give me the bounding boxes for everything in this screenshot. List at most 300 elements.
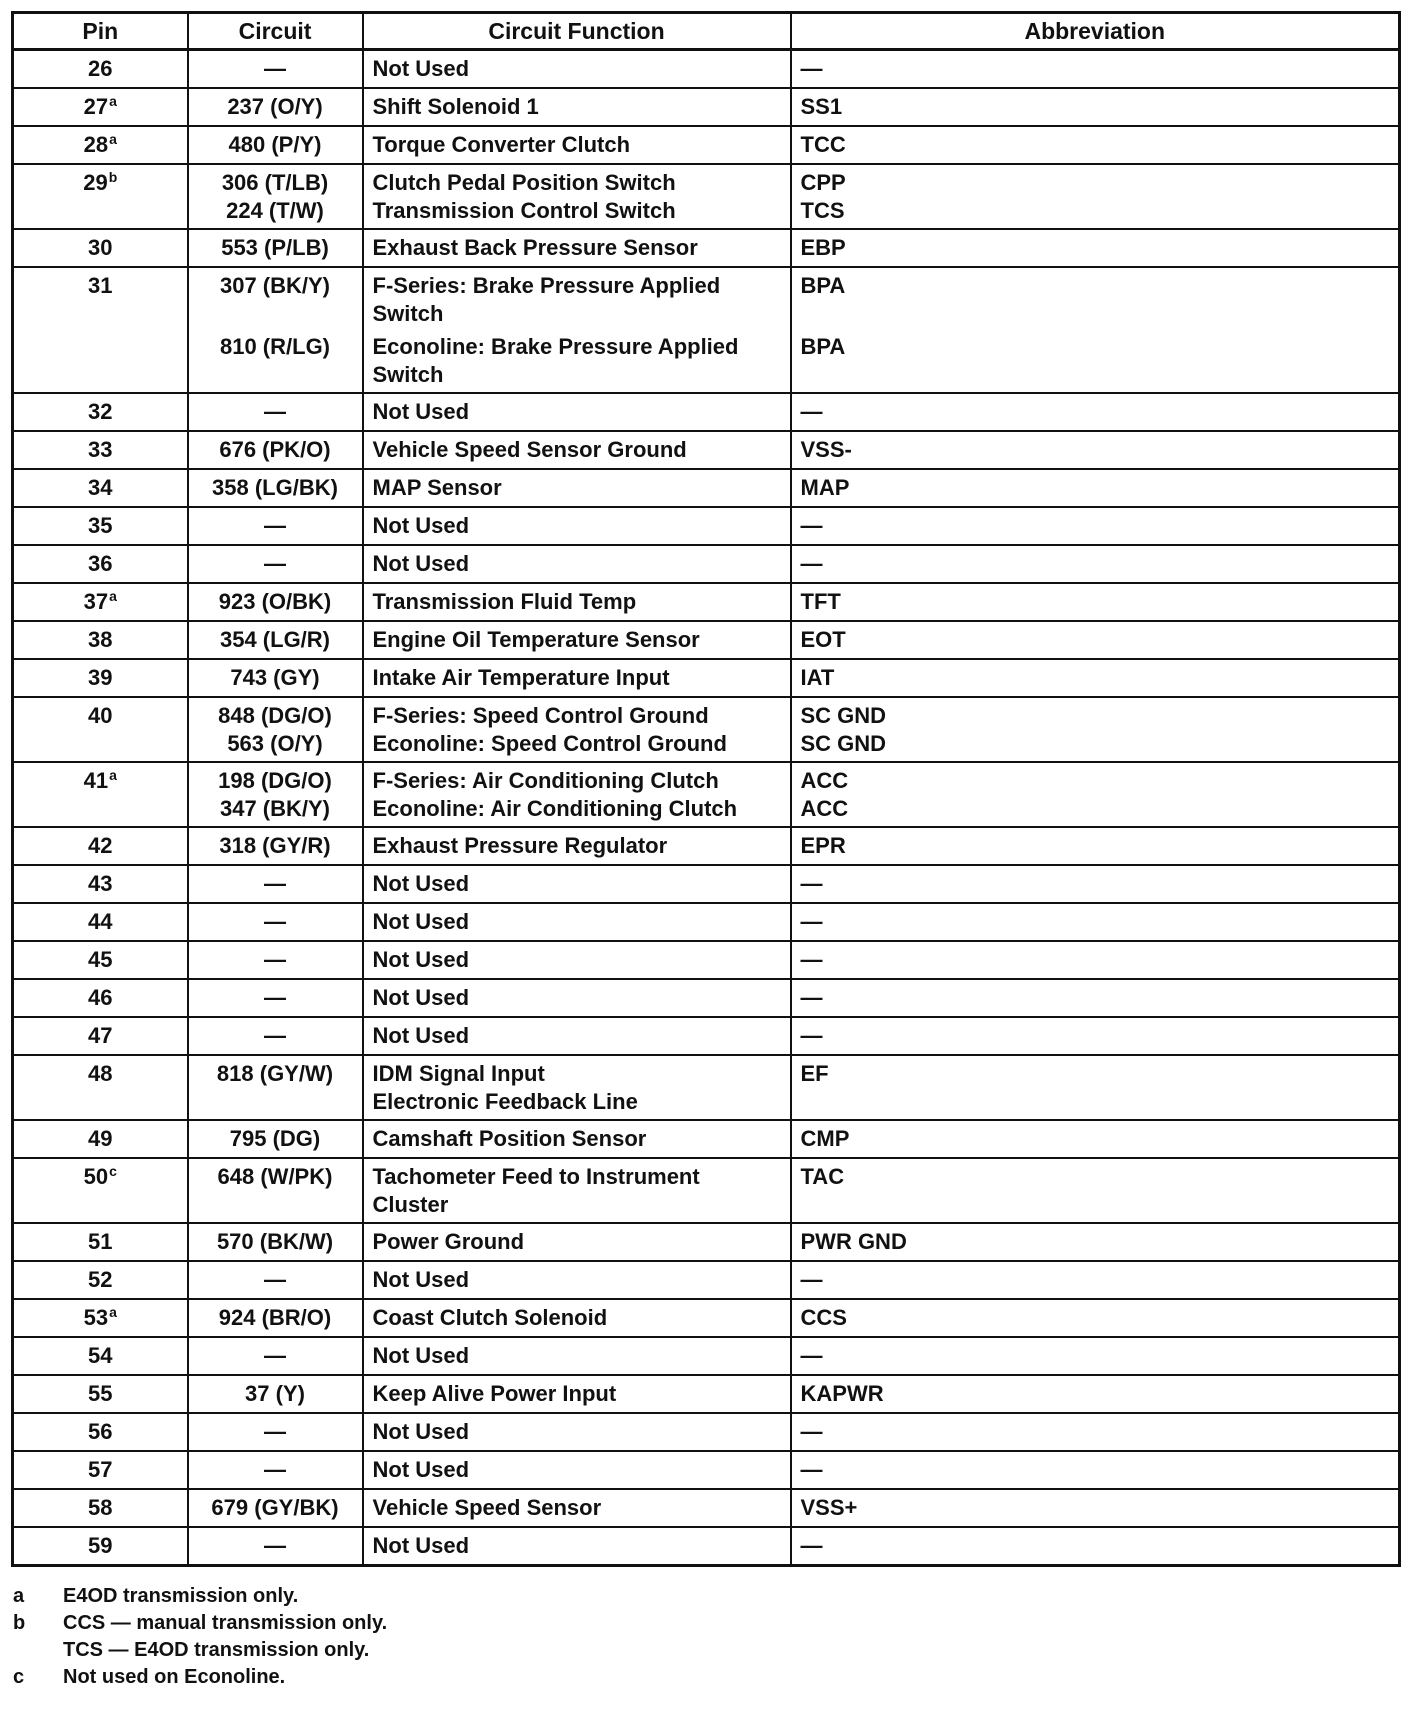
abbreviation-cell	[791, 1413, 1400, 1451]
abbreviation-line: —	[800, 1533, 823, 1558]
abbreviation-line: —	[800, 1343, 823, 1368]
header-row	[13, 13, 1400, 50]
footnote-key: b	[13, 1612, 26, 1634]
pin-cell	[13, 469, 188, 507]
pin-number: 42	[88, 833, 113, 858]
pin-cell	[13, 1413, 188, 1451]
pin-cell	[13, 1261, 188, 1299]
circuit-line: 306 (T/LB)	[221, 170, 329, 195]
circuit-line: 354 (LG/R)	[219, 627, 331, 652]
circuit-line: 37 (Y)	[245, 1381, 305, 1406]
circuit-line: 795 (DG)	[229, 1126, 321, 1151]
table-row	[13, 1413, 1400, 1451]
pin-number: 51	[88, 1229, 113, 1254]
abbreviation-line: CCS	[800, 1305, 847, 1330]
abbreviation-cell	[791, 659, 1400, 697]
circuit-cell	[188, 1261, 363, 1299]
footnote-lines	[63, 1664, 285, 1691]
table-row	[13, 1017, 1400, 1055]
function-cell	[363, 941, 791, 979]
function-line: Not Used	[372, 1023, 470, 1048]
pin-cell	[13, 50, 188, 89]
function-cell	[363, 583, 791, 621]
circuit-line: —	[264, 1457, 286, 1482]
function-line: Econoline: Air Conditioning Clutch	[372, 795, 738, 821]
pin-number: 33	[88, 437, 113, 462]
abbreviation-cell	[791, 865, 1400, 903]
circuit-line: 810 (R/LG)	[219, 334, 331, 359]
function-cell	[363, 1223, 791, 1261]
circuit-cell	[188, 979, 363, 1017]
pinout-sheet	[11, 11, 1398, 1691]
table-row	[13, 827, 1400, 865]
abbreviation-cell	[791, 941, 1400, 979]
pin-number: 59	[88, 1533, 113, 1558]
circuit-cell	[188, 697, 363, 762]
function-cell	[363, 1299, 791, 1337]
function-column-header: Circuit Function	[363, 13, 791, 50]
pin-cell	[13, 865, 188, 903]
abbreviation-line: MAP	[800, 475, 850, 500]
table-row	[13, 1489, 1400, 1527]
pin-number: 44	[88, 909, 113, 934]
function-cell	[363, 1527, 791, 1566]
function-line: Not Used	[372, 513, 470, 538]
table-row	[13, 697, 1400, 762]
table-row	[13, 659, 1400, 697]
abbreviation-line: TFT	[800, 589, 841, 614]
abbreviation-cell	[791, 827, 1400, 865]
circuit-line: 563 (O/Y)	[227, 730, 323, 756]
pin-rows	[13, 50, 1400, 1566]
pin-cell	[13, 1017, 188, 1055]
abbreviation-line: ACC	[800, 768, 849, 793]
circuit-cell	[188, 621, 363, 659]
circuit-line: —	[264, 985, 286, 1010]
abbreviation-line: —	[800, 947, 823, 972]
abbreviation-cell	[791, 1451, 1400, 1489]
circuit-cell	[188, 50, 363, 89]
function-line: Not Used	[372, 947, 470, 972]
abbreviation-line: KAPWR	[800, 1381, 884, 1406]
function-cell	[363, 88, 791, 126]
pin-cell	[13, 88, 188, 126]
abbreviation-line: —	[800, 513, 823, 538]
table-row	[13, 1375, 1400, 1413]
circuit-cell	[188, 126, 363, 164]
circuit-line: 237 (O/Y)	[227, 94, 323, 119]
circuit-cell	[188, 827, 363, 865]
pin-cell	[13, 1337, 188, 1375]
table-row	[13, 164, 1400, 229]
function-line: Not Used	[372, 1419, 470, 1444]
circuit-line: —	[264, 551, 286, 576]
footnote-text: CCS — manual transmission only.	[63, 1612, 388, 1634]
circuit-cell	[188, 507, 363, 545]
circuit-cell	[188, 88, 363, 126]
abbreviation-cell	[791, 507, 1400, 545]
pin-number: 47	[88, 1023, 113, 1048]
pin-number: 31	[88, 273, 113, 298]
footnote-lines	[63, 1610, 387, 1664]
abbreviation-line: VSS+	[800, 1495, 858, 1520]
abbreviation-line: —	[800, 871, 823, 896]
circuit-cell	[188, 1337, 363, 1375]
table-row	[13, 393, 1400, 431]
circuit-cell	[188, 393, 363, 431]
pin-number: 38	[88, 627, 113, 652]
circuit-cell	[188, 1299, 363, 1337]
table-row	[13, 1299, 1400, 1337]
circuit-cell	[188, 1413, 363, 1451]
pin-cell	[13, 621, 188, 659]
circuit-column-header: Circuit	[188, 13, 363, 50]
function-line: Not Used	[372, 56, 470, 81]
pin-cell	[13, 1223, 188, 1261]
circuit-line: 923 (O/BK)	[218, 589, 332, 614]
pin-number: 36	[88, 551, 113, 576]
table-row	[13, 1337, 1400, 1375]
circuit-cell	[188, 941, 363, 979]
function-cell	[363, 267, 791, 393]
table-row	[13, 903, 1400, 941]
circuit-cell	[188, 583, 363, 621]
function-line: Not Used	[372, 1457, 470, 1482]
abbreviation-cell	[791, 229, 1400, 267]
circuit-line: 818 (GY/W)	[216, 1061, 334, 1086]
function-line: MAP Sensor	[372, 475, 502, 500]
table-row	[13, 1055, 1400, 1120]
function-cell	[363, 229, 791, 267]
abbreviation-cell	[791, 469, 1400, 507]
pin-number: 43	[88, 871, 113, 896]
abbreviation-line: IAT	[800, 665, 835, 690]
pin-cell	[13, 659, 188, 697]
pin-cell	[13, 126, 188, 164]
abbreviation-cell	[791, 903, 1400, 941]
pin-cell	[13, 979, 188, 1017]
function-line: Intake Air Temperature Input	[372, 665, 670, 690]
circuit-cell	[188, 1489, 363, 1527]
circuit-cell	[188, 1120, 363, 1158]
pin-footnote-mark: a	[109, 766, 117, 783]
function-line: Power Ground	[372, 1229, 525, 1254]
pin-cell	[13, 1055, 188, 1120]
table-row	[13, 431, 1400, 469]
footnote-text: Not used on Econoline.	[63, 1666, 286, 1688]
abbreviation-cell	[791, 697, 1400, 762]
abbreviation-line: —	[800, 985, 823, 1010]
abbreviation-line: TAC	[800, 1164, 845, 1189]
abbreviation-column-header: Abbreviation	[791, 13, 1400, 50]
abbreviation-cell	[791, 267, 1400, 393]
footnote-text: E4OD transmission only.	[63, 1585, 299, 1607]
abbreviation-line: —	[800, 909, 823, 934]
function-line: Tachometer Feed to Instrument Cluster	[372, 1164, 700, 1217]
circuit-line: —	[264, 909, 286, 934]
circuit-line: —	[264, 947, 286, 972]
abbreviation-cell	[791, 1120, 1400, 1158]
table-row	[13, 469, 1400, 507]
function-line: Camshaft Position Sensor	[372, 1126, 647, 1151]
pin-number: 58	[88, 1495, 113, 1520]
abbreviation-cell	[791, 583, 1400, 621]
function-line: Not Used	[372, 1267, 470, 1292]
function-cell	[363, 469, 791, 507]
footnote-lines	[63, 1583, 298, 1610]
abbreviation-cell	[791, 1223, 1400, 1261]
abbreviation-line: EF	[800, 1061, 829, 1086]
circuit-cell	[188, 229, 363, 267]
abbreviation-line: EPR	[800, 833, 846, 858]
pin-number: 26	[88, 56, 113, 81]
circuit-cell	[188, 267, 363, 393]
function-line: Keep Alive Power Input	[372, 1381, 617, 1406]
abbreviation-cell	[791, 979, 1400, 1017]
circuit-line: 480 (P/Y)	[228, 132, 322, 157]
pin-cell	[13, 1375, 188, 1413]
pinout-table	[11, 11, 1401, 1567]
pin-cell	[13, 1299, 188, 1337]
line-spacer	[198, 300, 353, 328]
pin-number: 39	[88, 665, 113, 690]
abbreviation-cell	[791, 393, 1400, 431]
function-line: Exhaust Pressure Regulator	[372, 833, 668, 858]
circuit-line: —	[264, 399, 286, 424]
function-cell	[363, 1337, 791, 1375]
function-line: IDM Signal Input	[372, 1061, 545, 1086]
circuit-line: —	[264, 1343, 286, 1368]
abbreviation-cell	[791, 1489, 1400, 1527]
pin-cell	[13, 583, 188, 621]
pin-cell	[13, 267, 188, 393]
table-row	[13, 1223, 1400, 1261]
function-line: Not Used	[372, 985, 470, 1010]
function-line: Shift Solenoid 1	[372, 94, 539, 119]
circuit-line: 648 (W/PK)	[217, 1164, 333, 1189]
circuit-cell	[188, 865, 363, 903]
pin-footnote-mark: a	[109, 130, 117, 147]
footnote-key: c	[13, 1666, 25, 1688]
function-line: Vehicle Speed Sensor	[372, 1495, 602, 1520]
table-row	[13, 50, 1400, 89]
function-line: Not Used	[372, 1533, 470, 1558]
circuit-line: 307 (BK/Y)	[219, 273, 331, 298]
pin-number: 30	[88, 235, 113, 260]
abbreviation-cell	[791, 126, 1400, 164]
pin-footnote-mark: a	[109, 92, 117, 109]
table-row	[13, 88, 1400, 126]
pin-cell	[13, 1158, 188, 1223]
function-line: Econoline: Brake Pressure Applied Switch	[372, 334, 739, 387]
abbreviation-cell	[791, 164, 1400, 229]
circuit-line: 318 (GY/R)	[219, 833, 331, 858]
table-row	[13, 229, 1400, 267]
pin-cell	[13, 164, 188, 229]
abbreviation-line: CPP	[800, 170, 846, 195]
table-row	[13, 126, 1400, 164]
pin-cell	[13, 1527, 188, 1566]
abbreviation-cell	[791, 1158, 1400, 1223]
abbreviation-line: SS1	[800, 94, 843, 119]
abbreviation-line: EOT	[800, 627, 846, 652]
abbreviation-cell	[791, 545, 1400, 583]
footnote	[11, 1664, 1398, 1691]
abbreviation-line: BPA	[800, 334, 846, 359]
abbreviation-line: EBP	[800, 235, 846, 260]
abbreviation-line: TCC	[800, 132, 846, 157]
function-line: Clutch Pedal Position Switch	[372, 170, 676, 195]
abbreviation-line: —	[800, 551, 823, 576]
function-cell	[363, 762, 791, 827]
pin-number: 55	[88, 1381, 113, 1406]
circuit-cell	[188, 1451, 363, 1489]
line-spacer	[801, 300, 1390, 328]
function-cell	[363, 431, 791, 469]
function-cell	[363, 659, 791, 697]
circuit-line: 224 (T/W)	[226, 197, 324, 223]
circuit-line: 676 (PK/O)	[219, 437, 331, 462]
abbreviation-line: —	[800, 399, 823, 424]
table-row	[13, 941, 1400, 979]
function-line: F-Series: Air Conditioning Clutch	[372, 768, 719, 793]
pin-number: 45	[88, 947, 113, 972]
function-cell	[363, 1375, 791, 1413]
function-line: Vehicle Speed Sensor Ground	[372, 437, 687, 462]
table-row	[13, 583, 1400, 621]
circuit-cell	[188, 1375, 363, 1413]
function-line: Torque Converter Clutch	[372, 132, 631, 157]
pin-footnote-mark: b	[108, 168, 118, 185]
pin-number: 41	[83, 768, 109, 793]
function-cell	[363, 50, 791, 89]
abbreviation-cell	[791, 1299, 1400, 1337]
pin-number: 29	[83, 170, 108, 195]
abbreviation-cell	[791, 88, 1400, 126]
pin-number: 34	[88, 475, 113, 500]
circuit-line: —	[264, 871, 286, 896]
circuit-line: 679 (GY/BK)	[211, 1495, 339, 1520]
table-row	[13, 545, 1400, 583]
function-line: Electronic Feedback Line	[372, 1088, 638, 1114]
abbreviation-cell	[791, 1337, 1400, 1375]
circuit-cell	[188, 431, 363, 469]
abbreviation-cell	[791, 621, 1400, 659]
abbreviation-line: CMP	[800, 1126, 850, 1151]
abbreviation-line: —	[800, 1419, 823, 1444]
function-line: Transmission Fluid Temp	[372, 589, 637, 614]
function-cell	[363, 1451, 791, 1489]
pin-number: 35	[88, 513, 113, 538]
table-row	[13, 1158, 1400, 1223]
table-row	[13, 979, 1400, 1017]
function-cell	[363, 865, 791, 903]
circuit-line: —	[264, 56, 286, 81]
circuit-line: 347 (BK/Y)	[219, 795, 331, 821]
function-cell	[363, 1413, 791, 1451]
function-cell	[363, 393, 791, 431]
function-cell	[363, 979, 791, 1017]
pin-number: 54	[88, 1343, 113, 1368]
pin-number: 48	[88, 1061, 113, 1086]
pin-number: 40	[88, 703, 113, 728]
circuit-cell	[188, 1223, 363, 1261]
abbreviation-line: PWR GND	[800, 1229, 907, 1254]
abbreviation-cell	[791, 1261, 1400, 1299]
circuit-line: —	[264, 513, 286, 538]
pin-footnote-mark: c	[109, 1162, 117, 1179]
pin-cell	[13, 393, 188, 431]
function-cell	[363, 507, 791, 545]
function-cell	[363, 621, 791, 659]
pin-cell	[13, 545, 188, 583]
pin-cell	[13, 903, 188, 941]
function-line: F-Series: Speed Control Ground	[372, 703, 709, 728]
pin-cell	[13, 1451, 188, 1489]
pin-cell	[13, 431, 188, 469]
circuit-line: 198 (DG/O)	[218, 768, 332, 793]
pin-column-header: Pin	[13, 13, 188, 50]
table-row	[13, 267, 1400, 393]
function-cell	[363, 1120, 791, 1158]
pin-cell	[13, 827, 188, 865]
pin-number: 27	[83, 94, 109, 119]
table-row	[13, 507, 1400, 545]
circuit-cell	[188, 762, 363, 827]
function-cell	[363, 697, 791, 762]
abbreviation-cell	[791, 431, 1400, 469]
circuit-line: 924 (BR/O)	[218, 1305, 332, 1330]
function-cell	[363, 126, 791, 164]
table-row	[13, 762, 1400, 827]
abbreviation-line: VSS-	[800, 437, 852, 462]
abbreviation-line: ACC	[800, 795, 849, 821]
function-cell	[363, 827, 791, 865]
function-cell	[363, 1261, 791, 1299]
footnote-text: TCS — E4OD transmission only.	[63, 1639, 370, 1661]
circuit-line: 743 (GY)	[230, 665, 320, 690]
pin-footnote-mark: a	[109, 587, 117, 604]
function-line: Not Used	[372, 871, 470, 896]
function-line: F-Series: Brake Pressure Applied Switch	[372, 273, 721, 326]
pin-cell	[13, 697, 188, 762]
pin-number: 53	[83, 1305, 109, 1330]
footnotes	[11, 1583, 1398, 1691]
table-row	[13, 1261, 1400, 1299]
footnote-key: a	[13, 1585, 25, 1607]
abbreviation-line: SC GND	[800, 703, 887, 728]
function-cell	[363, 903, 791, 941]
abbreviation-cell	[791, 1527, 1400, 1566]
circuit-line: 358 (LG/BK)	[212, 475, 338, 500]
pin-number: 52	[88, 1267, 113, 1292]
abbreviation-cell	[791, 50, 1400, 89]
circuit-line: —	[264, 1419, 286, 1444]
function-line: Econoline: Speed Control Ground	[372, 730, 727, 756]
abbreviation-cell	[791, 1017, 1400, 1055]
function-line: Coast Clutch Solenoid	[372, 1305, 608, 1330]
circuit-line: —	[264, 1267, 286, 1292]
circuit-cell	[188, 469, 363, 507]
pin-number: 32	[88, 399, 113, 424]
pin-cell	[13, 1489, 188, 1527]
abbreviation-line: SC GND	[800, 730, 887, 756]
function-cell	[363, 545, 791, 583]
abbreviation-cell	[791, 1375, 1400, 1413]
pin-number: 57	[88, 1457, 113, 1482]
abbreviation-line: —	[800, 1267, 823, 1292]
abbreviation-line: —	[800, 56, 823, 81]
